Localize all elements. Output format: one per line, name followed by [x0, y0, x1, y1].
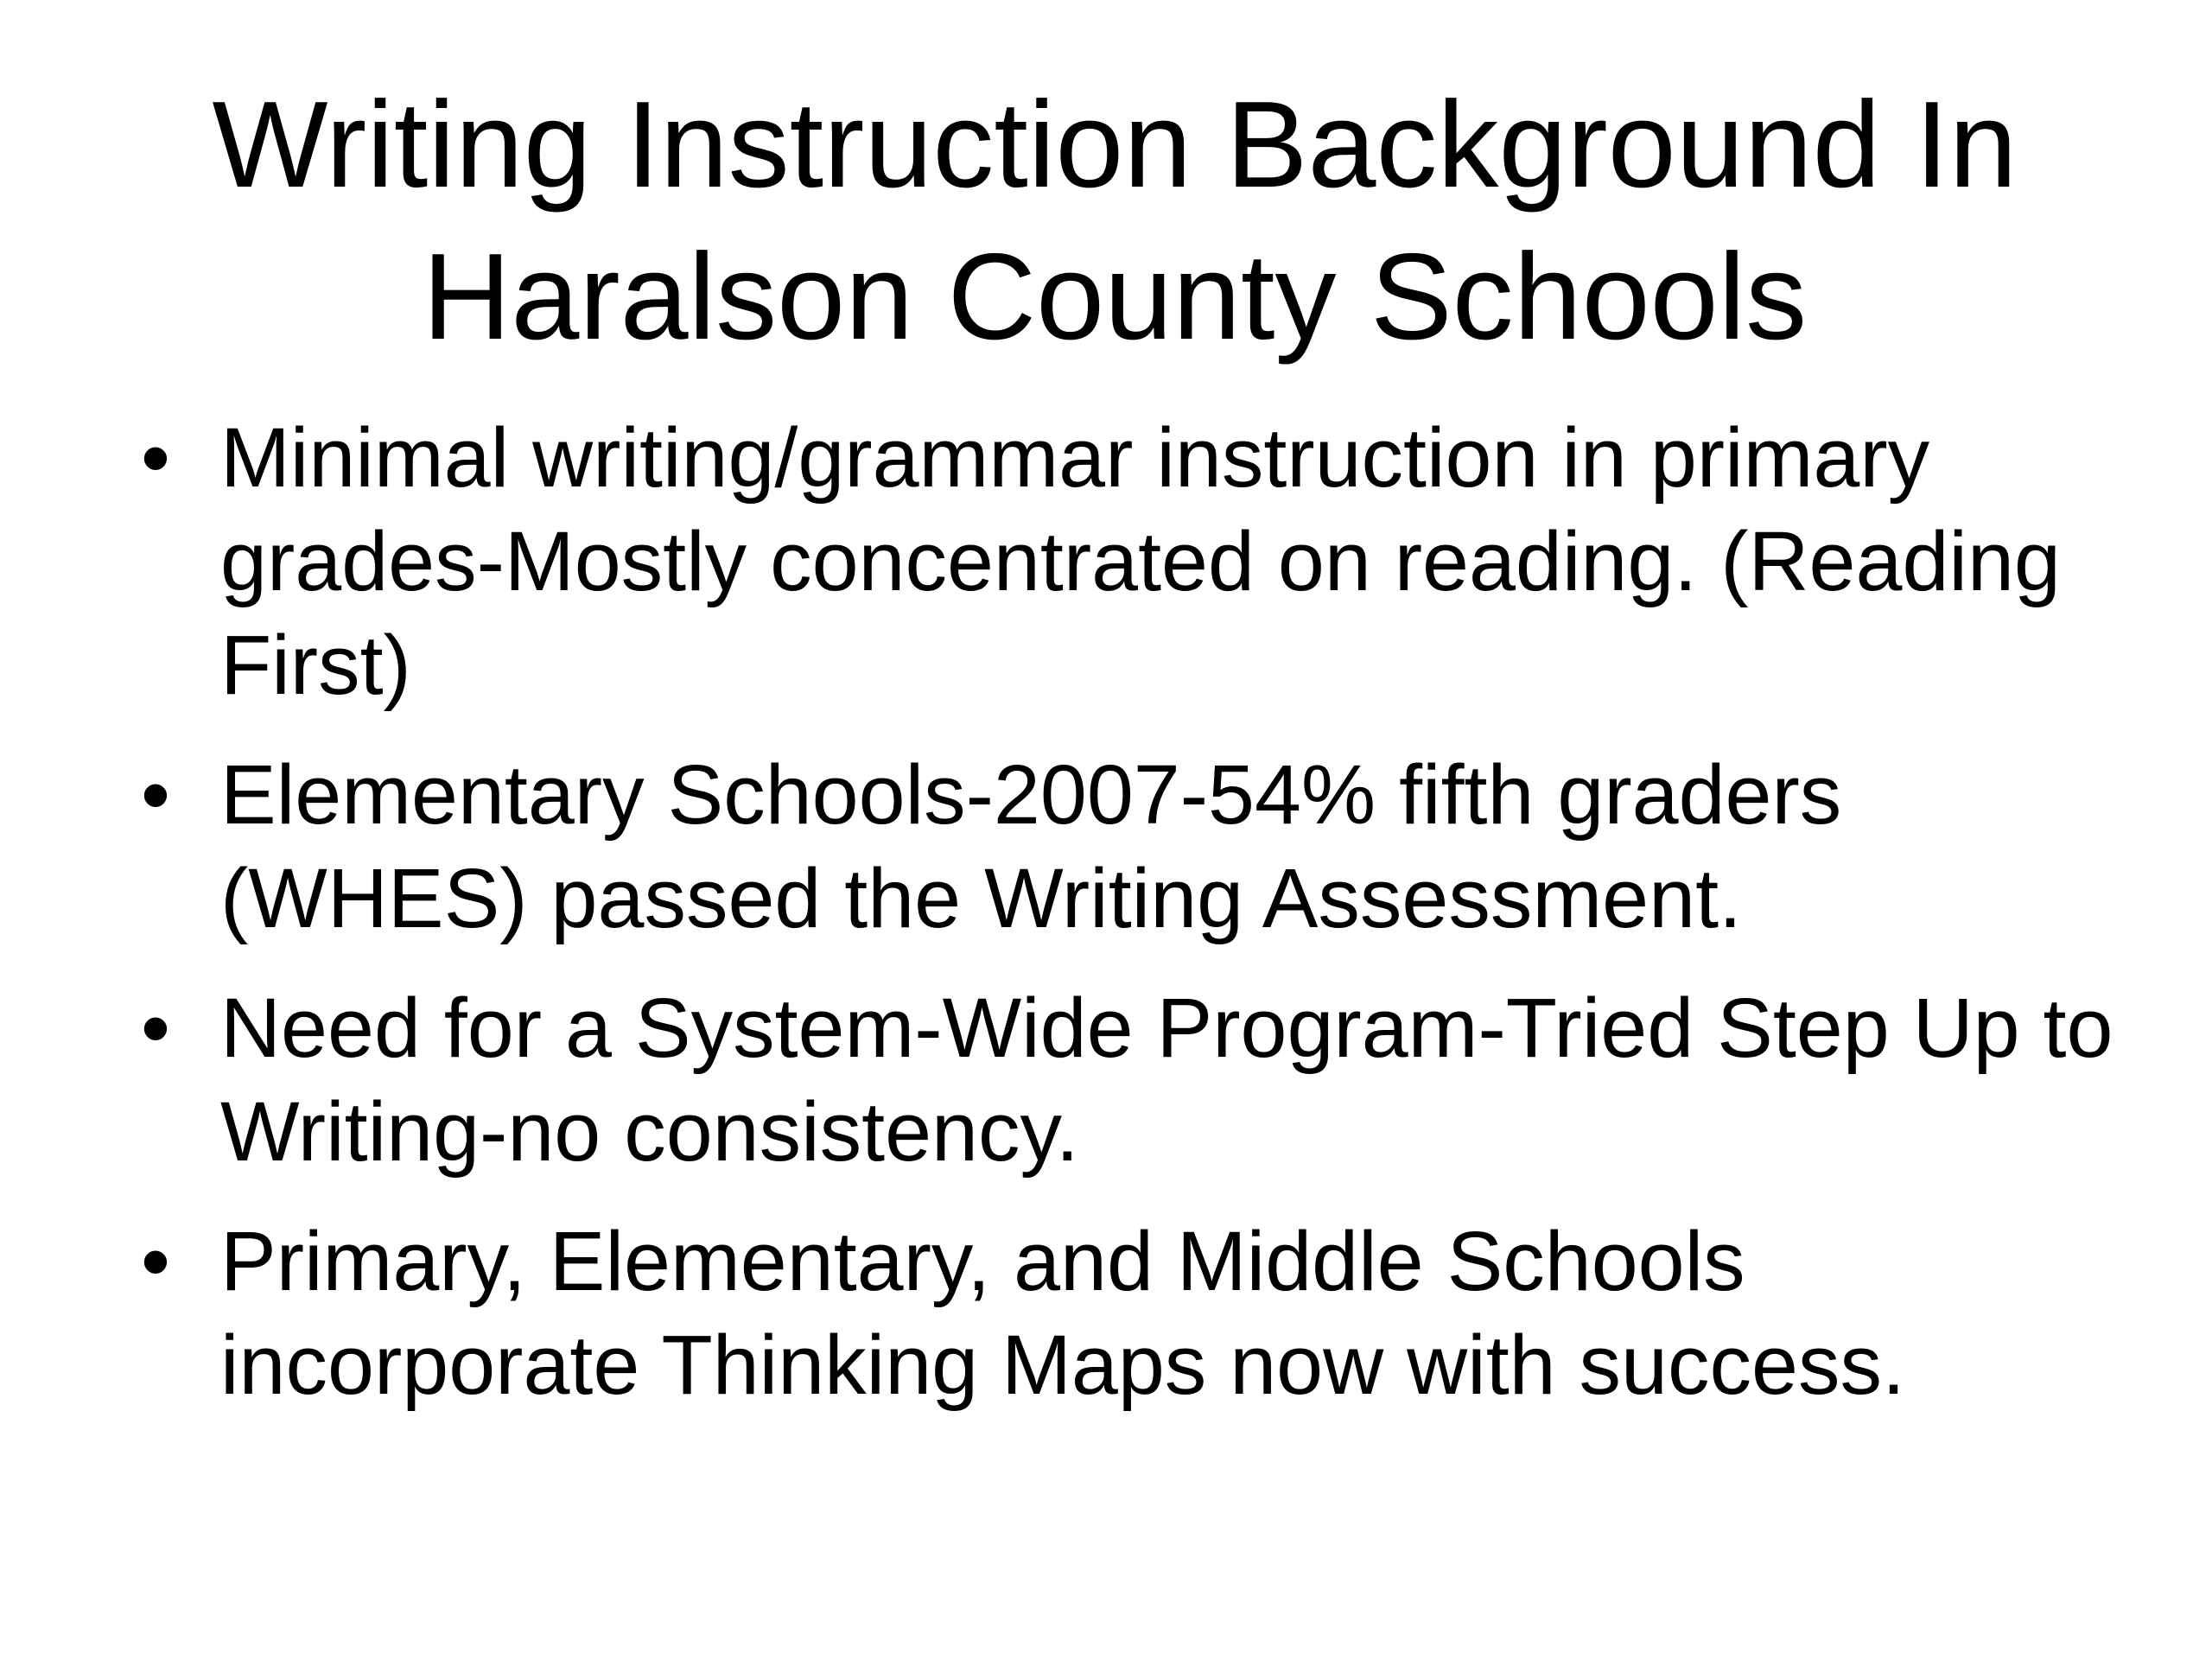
bullet-dot-icon: • — [141, 1214, 170, 1308]
slide-title-line-1: Writing Instruction Background In — [212, 76, 2018, 213]
slide-title — [104, 69, 2126, 373]
bullet-item-2 — [130, 743, 2117, 950]
bullet-item-4 — [130, 1210, 2117, 1417]
bullet-dot-icon: • — [141, 981, 170, 1075]
bullet-text-1: Minimal writing/grammar instruction in primary grades-Mostly concentrated on reading. (Reading First) — [220, 410, 2061, 712]
bullet-text-4: Primary, Elementary, and Middle Schools incorporate Thinking Maps now with success. — [220, 1214, 1905, 1412]
slide-title-line-2: Haralson County Schools — [422, 228, 1808, 365]
bullet-list — [130, 406, 2117, 1443]
bullet-dot-icon: • — [141, 747, 170, 842]
bullet-item-1 — [130, 406, 2117, 717]
bullet-text-3: Need for a System-Wide Program-Tried Step Up to Writing-no consistency. — [220, 981, 2113, 1179]
bullet-dot-icon: • — [141, 410, 170, 505]
bullet-item-3 — [130, 976, 2117, 1184]
bullet-text-2: Elementary Schools-2007-54% fifth graders (WHES) passed the Writing Assessment. — [220, 747, 1842, 945]
